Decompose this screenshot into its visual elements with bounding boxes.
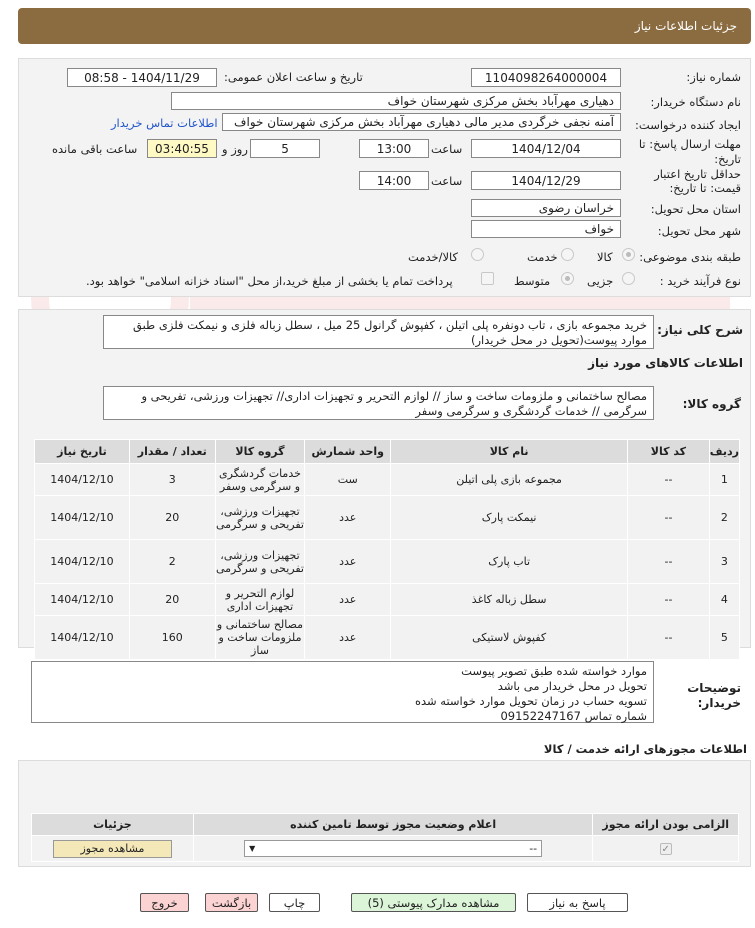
cell-group: خدمات گردشگری و سرگرمی وسفر <box>215 464 305 496</box>
goods-group-label: گروه کالا: <box>682 397 741 411</box>
validity-label: حداقل تاریخ اعتبار <box>654 167 741 181</box>
cell-row: 1 <box>709 464 739 496</box>
cell-date: 1404/12/10 <box>35 464 130 496</box>
reply-button[interactable]: پاسخ به نیاز <box>527 893 628 912</box>
cell-date: 1404/12/10 <box>35 496 130 540</box>
buyer-field: دهیاری مهرآباد بخش مرکزی شهرستان خواف <box>171 92 621 110</box>
col-name: نام کالا <box>391 440 628 464</box>
process-partial-radio[interactable] <box>622 272 635 285</box>
category-service-label: خدمت <box>527 250 558 264</box>
province-label: استان محل تحویل: <box>650 202 741 216</box>
cell-qty: 20 <box>129 584 215 616</box>
cell-code: -- <box>628 584 710 616</box>
license-details-cell <box>32 836 194 862</box>
cell-name: کفپوش لاستیکی <box>391 616 628 660</box>
deadline-time-label: ساعت <box>431 142 463 156</box>
need-number-field: 1104098264000004 <box>471 68 621 87</box>
cell-group: تجهیزات ورزشی، تفریحی و سرگرمی <box>215 540 305 584</box>
view-license-button[interactable]: مشاهده مجوز <box>53 840 172 858</box>
col-qty: تعداد / مقدار <box>129 440 215 464</box>
cell-name: تاب پارک <box>391 540 628 584</box>
deadline-date-field: 1404/12/04 <box>471 139 621 158</box>
cell-name: مجموعه بازی پلی اتیلن <box>391 464 628 496</box>
col-license-details: جزئیات <box>32 814 194 836</box>
cell-code: -- <box>628 616 710 660</box>
validity-time-field: 14:00 <box>359 171 429 190</box>
city-field: خواف <box>471 220 621 238</box>
cell-code: -- <box>628 464 710 496</box>
validity-date-field: 1404/12/29 <box>471 171 621 190</box>
cell-code: -- <box>628 540 710 584</box>
remaining-label: ساعت باقی مانده <box>52 142 138 156</box>
cell-group: مصالح ساختمانی و ملزومات ساخت و ساز <box>215 616 305 660</box>
category-goods-label: کالا <box>597 250 613 264</box>
process-medium-label: متوسط <box>514 274 551 288</box>
back-button[interactable]: بازگشت <box>205 893 258 912</box>
cell-qty: 2 <box>129 540 215 584</box>
table-row <box>35 464 740 496</box>
deadline-label-date: تاریخ: <box>714 152 741 166</box>
deadline-time-field: 13:00 <box>359 139 429 158</box>
page-title: جزئیات اطلاعات نیاز <box>634 19 737 33</box>
table-row <box>35 584 740 616</box>
deadline-label: مهلت ارسال پاسخ: تا <box>638 137 741 151</box>
cell-unit: عدد <box>305 616 391 660</box>
city-label: شهر محل تحویل: <box>657 224 741 238</box>
chevron-down-icon: ▼ <box>249 844 256 853</box>
description-text: خرید مجموعه بازی ، تاب دونفره پلی اتیلن ، کفپوش گرانول 25 میل ، سطل زباله فلزی و نیمکت فلزی طبق موارد پیوست(تحویل در محل خریدار) <box>103 315 654 349</box>
buyer-label: نام دستگاه خریدار: <box>650 95 741 109</box>
cell-group: تجهیزات ورزشی، تفریحی و سرگرمی <box>215 496 305 540</box>
cell-code: -- <box>628 496 710 540</box>
license-required-cell <box>593 836 739 862</box>
license-required-checkbox[interactable]: ✓ <box>661 844 670 855</box>
col-row: ردیف <box>709 440 739 464</box>
col-unit: واحد شمارش <box>305 440 391 464</box>
cell-unit: عدد <box>305 496 391 540</box>
col-group: گروه کالا <box>215 440 305 464</box>
table-row <box>35 496 740 540</box>
cell-qty: 160 <box>129 616 215 660</box>
process-label: نوع فرآیند خرید : <box>659 274 741 288</box>
col-license-status: اعلام وضعیت مجوز توسط تامین کننده <box>193 814 593 836</box>
cell-row: 4 <box>709 584 739 616</box>
announce-datetime-field: 1404/11/29 - 08:58 <box>67 68 217 87</box>
col-code: کد کالا <box>628 440 710 464</box>
note-line: تسویه حساب در زمان تحویل موارد خواسته شده <box>414 694 647 708</box>
cell-name: سطل زباله کاغذ <box>391 584 628 616</box>
process-medium-radio[interactable] <box>561 272 574 285</box>
cell-row: 5 <box>709 616 739 660</box>
goods-info-title: اطلاعات کالاهای مورد نیاز <box>588 356 743 370</box>
page-header <box>18 8 751 44</box>
days-field: 5 <box>250 139 320 158</box>
table-row <box>35 540 740 584</box>
buyer-notes-label-2: خریدار: <box>697 696 741 710</box>
cell-row: 3 <box>709 540 739 584</box>
cell-group: لوازم التحریر و تجهیزات اداری <box>215 584 305 616</box>
description-label: شرح کلی نیاز: <box>657 323 743 337</box>
buyer-notes-label: توضیحات <box>687 681 741 695</box>
cell-date: 1404/12/10 <box>35 616 130 660</box>
license-status-select[interactable] <box>244 840 542 857</box>
note-line: شماره تماس 09152247167 <box>500 709 647 723</box>
exit-button[interactable]: خروج <box>140 893 189 912</box>
category-label: طبقه بندی موضوعی: <box>639 250 741 264</box>
treasury-checkbox[interactable] <box>481 272 494 285</box>
licenses-table <box>31 813 739 862</box>
cell-qty: 20 <box>129 496 215 540</box>
goods-group-text: مصالح ساختمانی و ملزومات ساخت و ساز // لوازم التحریر و تجهیزات اداری// تجهیزات ورزشی، تفریحی و سرگرمی // خدمات گردشگری و سرگرمی وسفر <box>103 386 654 420</box>
note-line: تحویل در محل خریدار می باشد <box>497 679 647 693</box>
category-both-label: کالا/خدمت <box>408 250 459 264</box>
license-status-value: -- <box>529 842 538 855</box>
col-date: تاریخ نیاز <box>35 440 130 464</box>
validity-time-label: ساعت <box>431 174 463 188</box>
print-button[interactable]: چاپ <box>269 893 320 912</box>
need-number-label: شماره نیاز: <box>686 70 741 84</box>
announce-label: تاریخ و ساعت اعلان عمومی: <box>224 70 363 84</box>
cell-row: 2 <box>709 496 739 540</box>
table-row <box>35 616 740 660</box>
note-line: موارد خواسته شده طبق تصویر پیوست <box>461 664 647 678</box>
attachments-button[interactable]: مشاهده مدارک پیوستی (5) <box>351 893 516 912</box>
category-service-radio[interactable] <box>561 248 574 261</box>
validity-label-date: قیمت: تا تاریخ: <box>669 181 741 195</box>
payment-note: پرداخت تمام یا بخشی از مبلغ خرید،از محل "اسناد خزانه اسلامی" خواهد بود. <box>86 274 453 288</box>
goods-table-header <box>35 440 740 464</box>
process-partial-label: جزیی <box>587 274 614 288</box>
license-status-cell <box>193 836 593 862</box>
col-license-required: الزامی بودن ارائه مجوز <box>593 814 739 836</box>
cell-date: 1404/12/10 <box>35 540 130 584</box>
category-goods-radio[interactable] <box>622 248 635 261</box>
buyer-contact-link[interactable]: اطلاعات تماس خریدار <box>111 116 218 130</box>
cell-unit: ست <box>305 464 391 496</box>
creator-label: ایجاد کننده درخواست: <box>635 118 741 132</box>
remaining-time-field: 03:40:55 <box>147 139 217 158</box>
cell-qty: 3 <box>129 464 215 496</box>
goods-table <box>34 439 740 660</box>
category-both-radio[interactable] <box>471 248 484 261</box>
creator-field: آمنه نجفی خرگردی مدیر مالی دهیاری مهرآباد بخش مرکزی شهرستان خواف <box>222 113 621 131</box>
province-field: خراسان رضوی <box>471 199 621 217</box>
licenses-title: اطلاعات مجوزهای ارائه خدمت / کالا <box>543 742 747 756</box>
cell-unit: عدد <box>305 584 391 616</box>
buyer-notes-text <box>31 661 654 723</box>
days-label: روز و <box>222 142 248 156</box>
cell-date: 1404/12/10 <box>35 584 130 616</box>
cell-unit: عدد <box>305 540 391 584</box>
cell-name: نیمکت پارک <box>391 496 628 540</box>
